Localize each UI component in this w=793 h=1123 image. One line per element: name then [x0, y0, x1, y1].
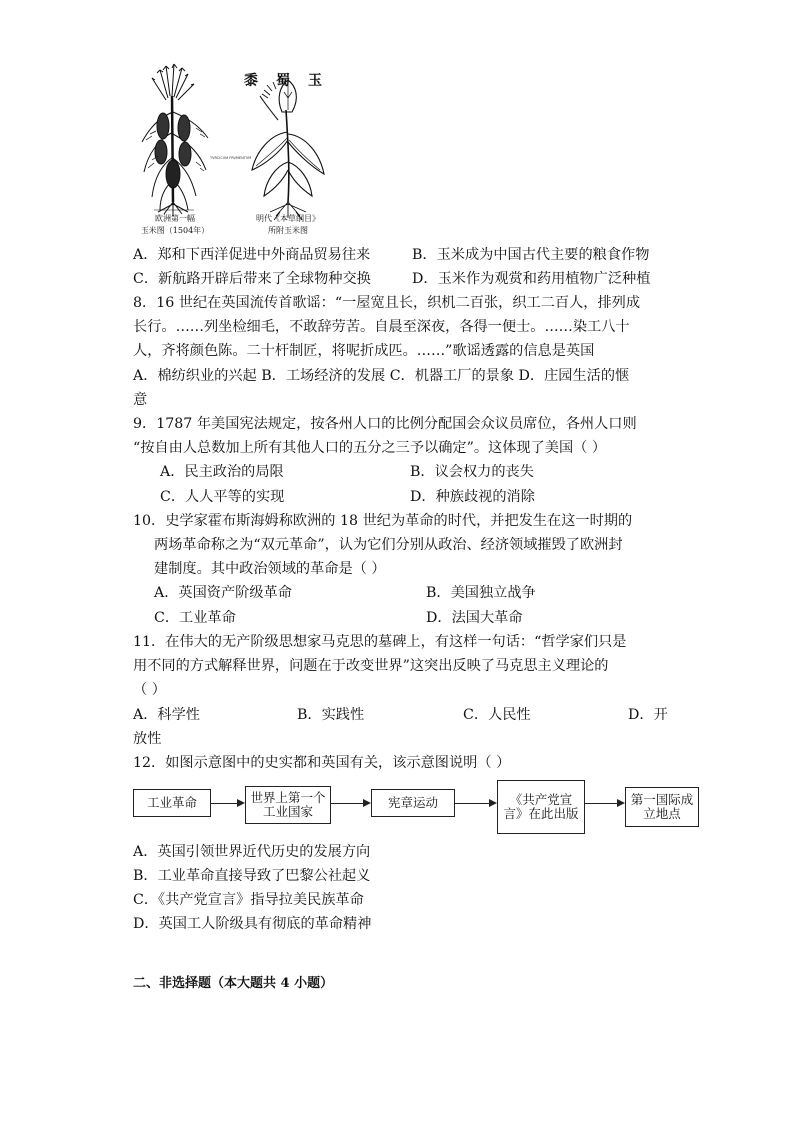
flow-box-first-industrial-nation: 世界上第一个工业国家	[245, 786, 331, 824]
q10-option-d: D．法国大革命	[426, 610, 523, 626]
section-2-heading: 二、非选择题（本大题共 4 小题）	[133, 976, 334, 991]
q12-line-1: 12．如图示意图中的史实都和英国有关，该示意图说明（ ）	[133, 755, 511, 771]
q11-line-3: （ ）	[133, 682, 166, 698]
q8-line-1: 8．16 世纪在英国流传首歌谣：“一屋宽且长，织机二百张，织工二百人，排列成	[133, 295, 641, 311]
corn-illustrations-figure	[130, 62, 340, 240]
flow-box-chartist-movement: 宪章运动	[371, 789, 455, 817]
q9-option-d: D．种族歧视的消除	[410, 489, 535, 505]
q10-option-a: A．英国资产阶级革命	[154, 585, 292, 601]
caption-right-1: 明代《本草纲目》	[256, 214, 320, 223]
european-corn-drawing	[142, 64, 208, 216]
q10-line-1: 10．史学家霍布斯海姆称欧洲的 18 世纪为革命的时代，并把发生在这一时期的	[133, 513, 633, 529]
ming-corn-drawing	[252, 80, 324, 220]
latin-label: TVRCICVM FRVMENTVM	[210, 156, 252, 160]
q8-line-5: 意	[133, 392, 148, 408]
flow-arrow-3	[455, 803, 495, 804]
q9-line-2: “按自由人总数加上所有其他人口的五分之三予以确定”。这体现了美国（ ）	[133, 440, 607, 456]
q11-line-tail: 放性	[133, 731, 162, 747]
q7-option-b: B．玉米成为中国古代主要的粮食作物	[412, 247, 650, 263]
flow-arrow-1	[211, 803, 243, 804]
q10-line-2: 两场革命称之为“双元革命”，认为它们分别从政治、经济领域摧毁了欧洲封	[154, 537, 623, 553]
flow-arrow-2	[331, 803, 369, 804]
q10-line-3: 建制度。其中政治领域的革命是（ ）	[154, 561, 386, 577]
flow-box-communist-manifesto: 《共产党宣言》在此出版	[497, 780, 585, 834]
q11-option-d: D．开	[628, 707, 668, 723]
caption-right-2: 所附玉米图	[268, 226, 308, 235]
q8-line-2: 长行。……列坐检细毛，不敢辞劳苦。自晨至深夜，各得一便士。……染工八十	[133, 319, 630, 335]
q8-line-4: A．棉纺织业的兴起 B．工场经济的发展 C．机器工厂的景象 D．庄园生活的惬	[133, 368, 630, 384]
q11-option-a: A．科学性	[133, 707, 200, 723]
q8-line-3: 人，齐将颜色陈。二十杆制匠，将呢折成匹。……”歌谣透露的信息是英国	[133, 343, 595, 359]
flow-arrow-4	[585, 803, 623, 804]
q7-option-d: D．玉米作为观赏和药用植物广泛种植	[412, 271, 651, 287]
q11-option-c: C．人民性	[463, 707, 531, 723]
q9-option-b: B．议会权力的丧失	[410, 464, 534, 480]
q11-line-2: 用不同的方式解释世界，问题在于改变世界”这突出反映了马克思主义理论的	[133, 658, 609, 674]
q9-option-c: C．人人平等的实现	[160, 489, 285, 505]
q7-option-a: A．郑和下西洋促进中外商品贸易往来	[133, 247, 371, 263]
figure-title: 黍蜀玉	[244, 73, 340, 89]
caption-left-1: 欧洲第一幅	[155, 214, 195, 223]
q12-option-b: B．工业革命直接导致了巴黎公社起义	[133, 868, 371, 884]
q9-line-1: 9．1787 年美国宪法规定，按各州人口的比例分配国会众议员席位，各州人口则	[133, 416, 637, 432]
q12-option-a: A．英国引领世界近代历史的发展方向	[133, 844, 371, 860]
q11-line-1: 11．在伟大的无产阶级思想家马克思的墓碑上，有这样一句话：“哲学家们只是	[133, 634, 627, 650]
caption-left-2: 玉米图（1504年）	[140, 226, 210, 235]
flow-box-first-international: 第一国际成立地点	[625, 787, 699, 827]
q10-option-b: B．美国独立战争	[426, 585, 536, 601]
q7-option-c: C．新航路开辟后带来了全球物种交换	[133, 271, 371, 287]
q10-option-c: C．工业革命	[154, 610, 236, 626]
q12-option-d: D．英国工人阶级具有彻底的革命精神	[133, 916, 372, 932]
q11-option-b: B．实践性	[297, 707, 365, 723]
flow-box-industrial-revolution: 工业革命	[133, 789, 211, 817]
q12-option-c: C．《共产党宣言》指导拉美民族革命	[133, 892, 364, 908]
q9-option-a: A．民主政治的局限	[160, 464, 284, 480]
